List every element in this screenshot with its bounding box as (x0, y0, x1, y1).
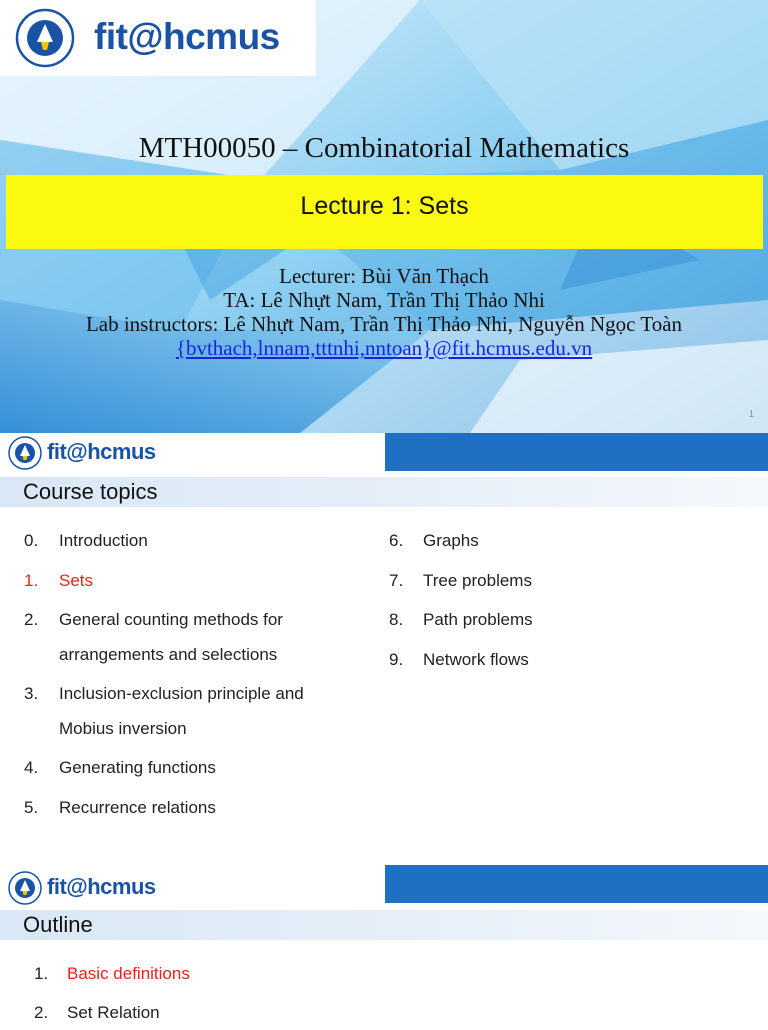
topic-label: Recurrence relations (59, 797, 216, 817)
topic-label: General counting methods for (59, 610, 283, 629)
outline-label: Set Relation (67, 1003, 160, 1022)
slide-title: Course topics (23, 479, 158, 504)
university-seal-icon (8, 6, 82, 70)
outline-number: 1. (34, 964, 49, 983)
topic-number: 7. (389, 570, 404, 590)
topic-label: Sets (59, 570, 94, 590)
header-logo (0, 868, 178, 908)
slide-title: Outline (23, 912, 93, 937)
topic-label: Generating functions (59, 758, 216, 777)
email-link[interactable]: {bvthach,lnnam,tttnhi,nntoan}@fit.hcmus.edu.vn (175, 336, 593, 360)
university-seal-icon (6, 435, 44, 471)
brand-wordmark: fit@hcmus (47, 439, 156, 464)
topic-number: 5. (24, 797, 39, 817)
topic-label: Inclusion-exclusion principle and (59, 684, 304, 703)
topic-label: Tree problems (423, 570, 532, 590)
title-slide (0, 0, 768, 433)
topic-number: 0. (24, 531, 39, 550)
topic-label: Path problems (423, 610, 533, 629)
title-band (0, 910, 768, 940)
header-logo (0, 0, 316, 76)
topic-label: Graphs (423, 531, 479, 550)
university-seal-icon (6, 870, 44, 906)
page-number: 1 (749, 409, 755, 419)
outline-label: Basic definitions (67, 964, 190, 983)
lecturer-line: Lecturer: Bùi Văn Thạch (279, 264, 489, 288)
topic-label: Mobius inversion (59, 718, 187, 738)
topic-number: 6. (389, 531, 404, 550)
topic-label: Network flows (423, 649, 529, 669)
topic-label: arrangements and selections (59, 644, 278, 664)
topic-label: Introduction (59, 531, 148, 550)
title-band (0, 477, 768, 507)
lecture-title: Lecture 1: Sets (300, 192, 469, 220)
lecture-title-box (6, 175, 763, 249)
outline-slide (0, 844, 768, 1024)
brand-wordmark: fit@hcmus (47, 874, 156, 899)
header-logo (0, 433, 178, 473)
topic-number: 2. (24, 610, 39, 629)
ta-line: TA: Lê Nhựt Nam, Trần Thị Thảo Nhi (223, 288, 545, 312)
topic-number: 1. (24, 570, 39, 590)
outline-number: 2. (34, 1003, 49, 1022)
header-bar (385, 433, 768, 471)
topic-number: 9. (389, 649, 404, 669)
credits-block (0, 264, 768, 360)
topic-number: 3. (24, 684, 39, 703)
lab-instructors-line: Lab instructors: Lê Nhựt Nam, Trần Thị Thảo Nhi, Nguyễn Ngọc Toàn (85, 312, 683, 336)
topic-number: 8. (389, 610, 404, 629)
brand-wordmark: fit@hcmus (94, 16, 280, 57)
topic-number: 4. (24, 758, 39, 777)
course-title: MTH00050 – Combinatorial Mathematics (138, 132, 630, 164)
course-topics-slide (0, 433, 768, 844)
header-bar (385, 865, 768, 903)
